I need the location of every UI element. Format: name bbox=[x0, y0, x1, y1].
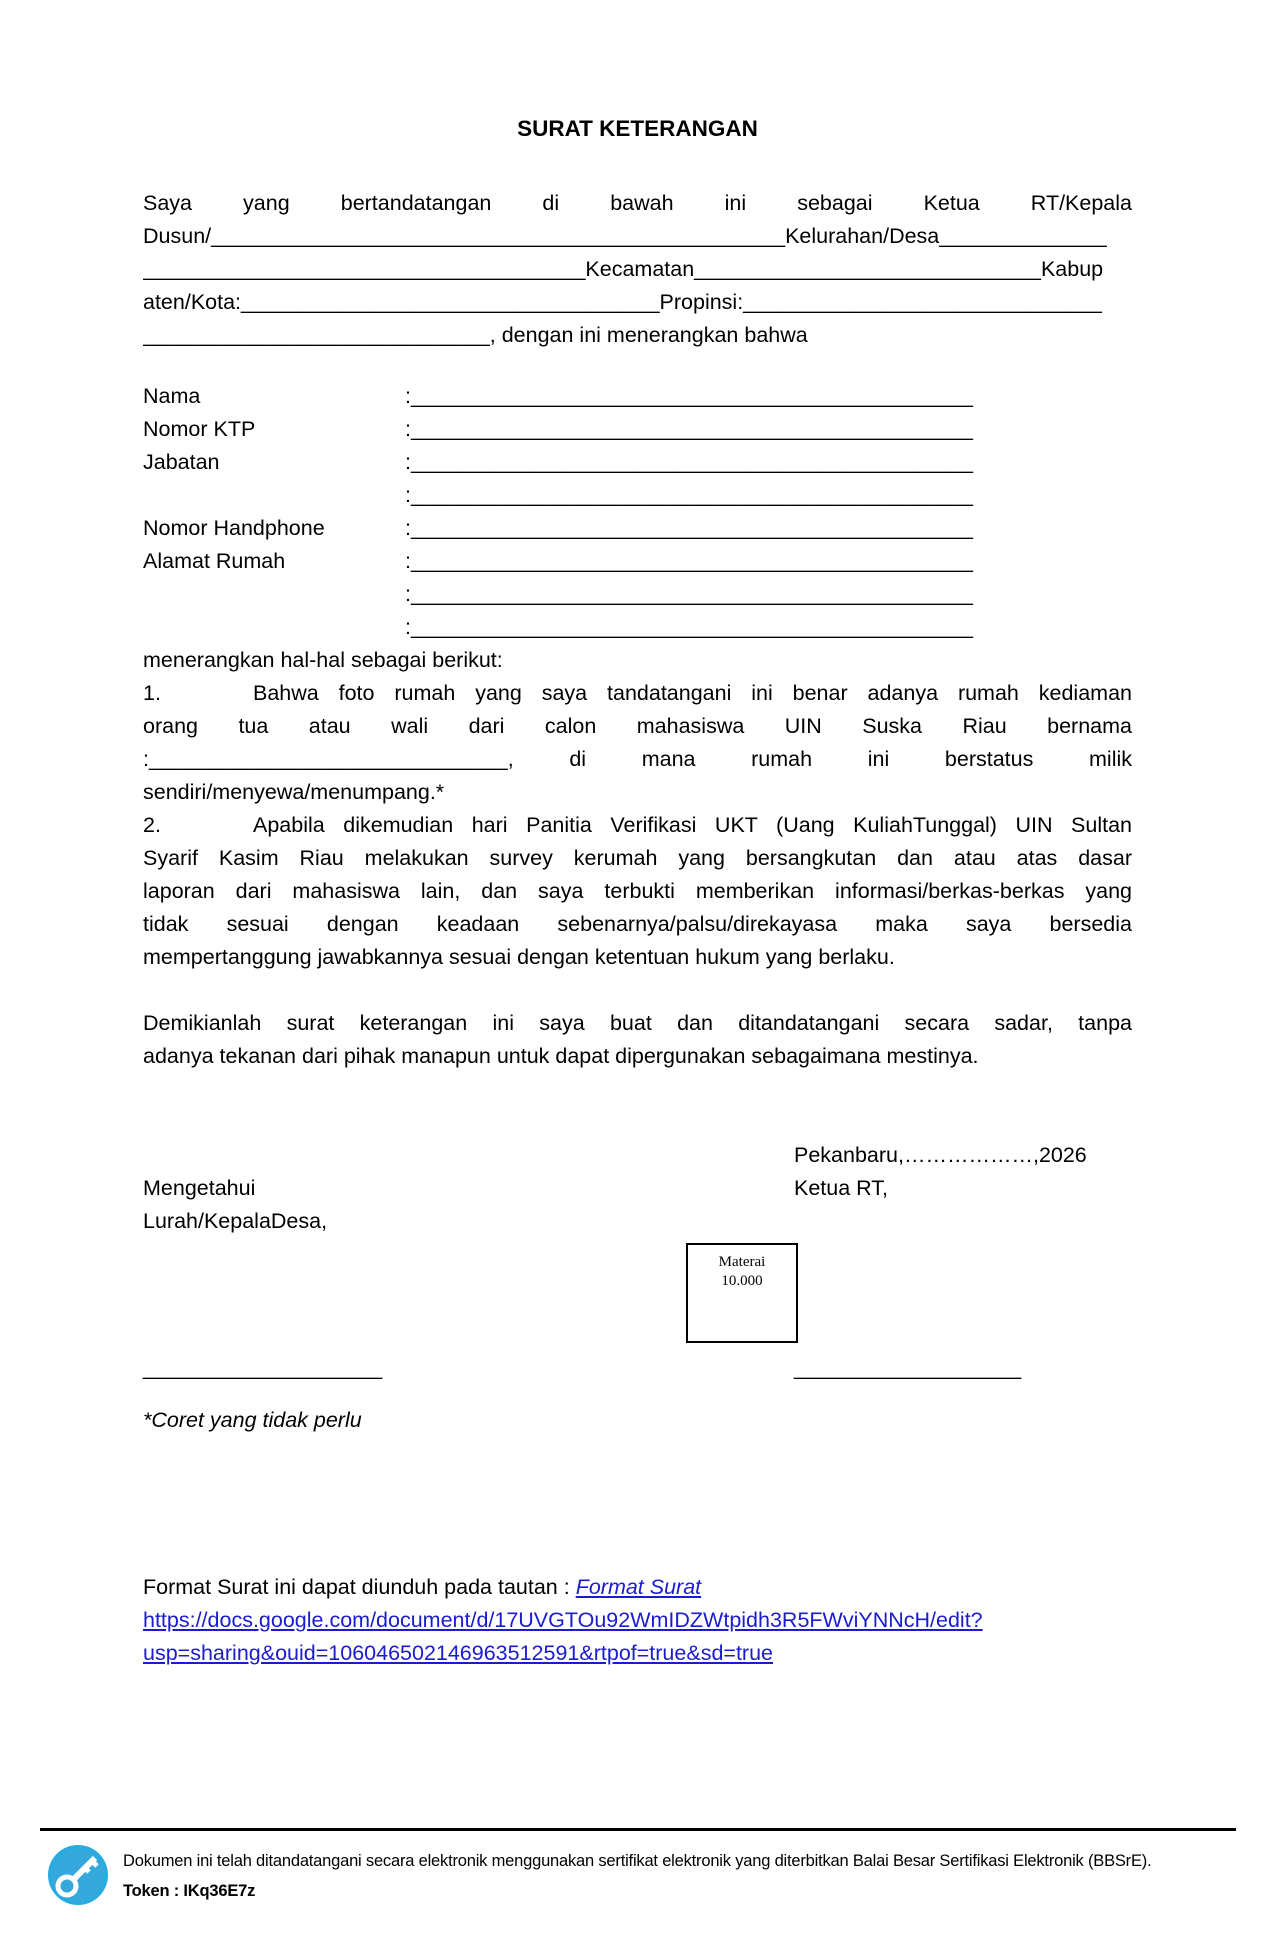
format-surat-link[interactable]: Format Surat bbox=[575, 1575, 702, 1599]
field-blank-line: :_______________________________________________ bbox=[405, 384, 973, 408]
statement-intro: menerangkan hal-hal sebagai berikut: bbox=[143, 648, 503, 672]
signature-row bbox=[143, 1172, 1132, 1205]
item-number: 1. bbox=[143, 681, 161, 705]
intro-line: Saya yang bertandatangan di bawah ini sebagai Ketua RT/Kepala bbox=[143, 191, 1132, 215]
field-label: Nomor Handphone bbox=[143, 516, 325, 540]
item-line: sendiri/menyewa/menumpang.* bbox=[143, 780, 445, 804]
left-signer-title: Mengetahui bbox=[143, 1176, 256, 1200]
item-line: Syarif Kasim Riau melakukan survey kerumah yang bersangkutan dan atau atas dasar bbox=[143, 846, 1132, 870]
field-label bbox=[143, 611, 405, 644]
field-label: Nama bbox=[143, 384, 201, 408]
right-signature-line: ___________________ bbox=[794, 1356, 1022, 1380]
field-label bbox=[143, 479, 405, 512]
materai-value: 10.000 bbox=[721, 1273, 763, 1289]
field-row-alamat-rumah bbox=[143, 545, 1132, 578]
item-text: Bahwa foto rumah yang saya tandatangani ini benar adanya rumah kediaman bbox=[253, 681, 1132, 705]
item-line: laporan dari mahasiswa lain, dan saya terbukti memberikan informasi/berkas-berkas yang bbox=[143, 879, 1132, 903]
field-row-nama bbox=[143, 380, 1132, 413]
left-signer-role: Lurah/KepalaDesa, bbox=[143, 1209, 328, 1233]
field-row-extra bbox=[143, 479, 1132, 512]
signature-row bbox=[143, 1139, 1132, 1172]
intro-line: aten/Kota:___________________________________Propinsi:______________________________ bbox=[143, 290, 1102, 314]
bsre-logo bbox=[46, 1843, 110, 1907]
download-section bbox=[143, 1571, 1132, 1670]
item-line: tidak sesuai dengan keadaan sebenarnya/palsu/direkayasa maka saya bersedia bbox=[143, 912, 1132, 936]
field-row-extra bbox=[143, 578, 1132, 611]
page-title: SURAT KETERANGAN bbox=[517, 116, 758, 141]
item-line bbox=[143, 809, 1132, 842]
footer-divider bbox=[40, 1828, 1236, 1831]
field-blank-line: :_______________________________________________ bbox=[405, 615, 973, 639]
date-place-line: Pekanbaru,………………,2026 bbox=[794, 1143, 1087, 1167]
field-label: Alamat Rumah bbox=[143, 549, 286, 573]
item-line: mempertanggung jawabkannya sesuai dengan ketentuan hukum yang berlaku. bbox=[143, 945, 895, 969]
field-blank-line: :_______________________________________________ bbox=[405, 516, 973, 540]
esign-token: Token : IKq36E7z bbox=[123, 1882, 256, 1900]
field-label: Jabatan bbox=[143, 450, 220, 474]
item-line bbox=[143, 677, 1132, 710]
download-prefix: Format Surat ini dapat diunduh pada tautan : bbox=[143, 1575, 576, 1599]
closing-line: adanya tekanan dari pihak manapun untuk dapat dipergunakan sebagaimana mestinya. bbox=[143, 1044, 979, 1068]
field-label: Nomor KTP bbox=[143, 417, 256, 441]
closing-paragraph bbox=[143, 1007, 1132, 1073]
field-row-jabatan bbox=[143, 446, 1132, 479]
item-number: 2. bbox=[143, 813, 161, 837]
signature-lines-row bbox=[143, 1352, 1132, 1385]
field-blank-line: :_______________________________________________ bbox=[405, 417, 973, 441]
key-icon bbox=[46, 1843, 110, 1907]
field-row-nomor-ktp bbox=[143, 413, 1132, 446]
intro-paragraph bbox=[143, 187, 1132, 352]
materai-label: Materai bbox=[718, 1254, 766, 1270]
identity-fields bbox=[143, 380, 1132, 644]
item-line: orang tua atau wali dari calon mahasiswa UIN Suska Riau bernama bbox=[143, 714, 1132, 738]
closing-line: Demikianlah surat keterangan ini saya buat dan ditandatangani secara sadar, tanpa bbox=[143, 1011, 1132, 1035]
field-row-nomor-handphone bbox=[143, 512, 1132, 545]
item-line: :______________________________, di mana rumah ini berstatus milik bbox=[143, 747, 1132, 771]
statement-item-2 bbox=[143, 809, 1132, 974]
field-blank-line: :_______________________________________________ bbox=[405, 483, 973, 507]
intro-line: _____________________________________Kecamatan_____________________________Kabup bbox=[143, 257, 1104, 281]
download-line bbox=[143, 1571, 1132, 1604]
intro-line: _____________________________, dengan ini menerangkan bahwa bbox=[143, 323, 808, 347]
footnote: *Coret yang tidak perlu bbox=[143, 1408, 362, 1432]
esign-disclaimer: Dokumen ini telah ditandatangani secara elektronik menggunakan sertifikat elektronik yang diterbitkan Balai Besar Sertifikasi Elektronik (BBSrE). bbox=[123, 1852, 1152, 1870]
document-url-line-1[interactable]: https://docs.google.com/document/d/17UVGTOu92WmIDZWtpidh3R5FWviYNNcH/edit? bbox=[143, 1608, 983, 1632]
right-signer-title: Ketua RT, bbox=[794, 1176, 889, 1200]
field-label bbox=[143, 578, 405, 611]
statement-item-1 bbox=[143, 677, 1132, 809]
footer-text bbox=[123, 1846, 1213, 1906]
left-signature-line: ____________________ bbox=[143, 1356, 383, 1380]
intro-line: Dusun/________________________________________________Kelurahan/Desa______________ bbox=[143, 224, 1107, 248]
field-blank-line: :_______________________________________________ bbox=[405, 450, 973, 474]
signature-row bbox=[143, 1205, 1132, 1238]
field-blank-line: :_______________________________________________ bbox=[405, 549, 973, 573]
field-blank-line: :_______________________________________________ bbox=[405, 582, 973, 606]
item-text: Apabila dikemudian hari Panitia Verifikasi UKT (Uang KuliahTunggal) UIN Sultan bbox=[253, 813, 1132, 837]
materai-box bbox=[686, 1243, 798, 1343]
document-url-line-2[interactable]: usp=sharing&ouid=106046502146963512591&rtpof=true&sd=true bbox=[143, 1641, 773, 1665]
field-row-extra bbox=[143, 611, 1132, 644]
